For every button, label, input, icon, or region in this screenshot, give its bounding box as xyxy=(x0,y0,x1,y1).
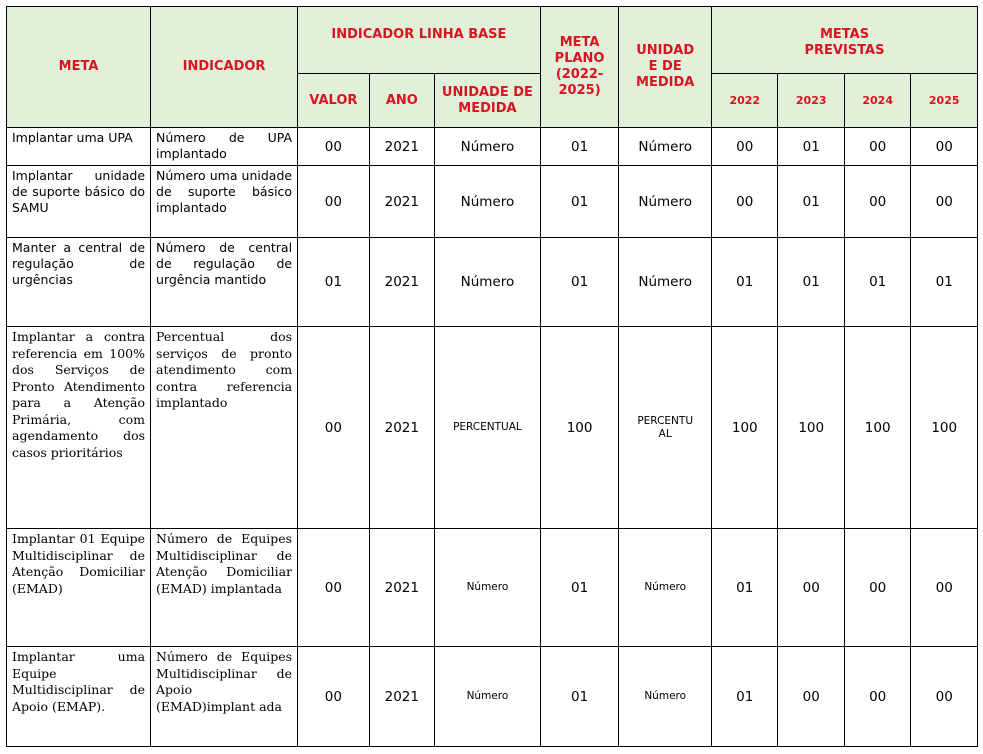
cell-meta-plano: 01 xyxy=(540,647,619,747)
header-year-2023: 2023 xyxy=(778,74,844,128)
cell-unidade: PERCENTUAL xyxy=(435,327,541,529)
cell-ano: 2021 xyxy=(369,238,434,327)
cell-unidade: Número xyxy=(435,529,541,647)
metas-table xyxy=(6,6,978,747)
cell-unidade-medida: Número xyxy=(619,128,712,166)
table-row xyxy=(7,238,978,327)
cell-indicador: Número uma unidade de suporte básico implantado xyxy=(151,166,298,238)
cell-ano: 2021 xyxy=(369,647,434,747)
cell-meta-2024: 01 xyxy=(844,238,910,327)
cell-unidade: Número xyxy=(435,128,541,166)
cell-meta-plano: 100 xyxy=(540,327,619,529)
cell-meta-2023: 00 xyxy=(778,529,844,647)
cell-unidade: Número xyxy=(435,238,541,327)
header-year-2022: 2022 xyxy=(712,74,778,128)
cell-ano: 2021 xyxy=(369,529,434,647)
cell-meta-2025: 01 xyxy=(911,238,978,327)
cell-meta-plano: 01 xyxy=(540,166,619,238)
cell-meta-2025: 00 xyxy=(911,128,978,166)
header-meta: META xyxy=(7,7,151,128)
header-year-2025: 2025 xyxy=(911,74,978,128)
header-valor: VALOR xyxy=(298,74,370,128)
cell-ano: 2021 xyxy=(369,327,434,529)
header-metas-previstas: METAS PREVISTAS xyxy=(712,7,978,74)
header-unidade-de-medida: UNIDADE DE MEDIDA xyxy=(435,74,541,128)
cell-meta: Manter a central de regulação de urgências xyxy=(7,238,151,327)
cell-meta-2023: 00 xyxy=(778,647,844,747)
cell-meta: Implantar uma Equipe Multidisciplinar de Apoio (EMAP). xyxy=(7,647,151,747)
cell-meta-2022: 01 xyxy=(712,529,778,647)
table-row xyxy=(7,166,978,238)
cell-meta-2024: 00 xyxy=(844,128,910,166)
cell-indicador: Percentual dos serviços de pronto atendimento com contra referencia implantado xyxy=(151,327,298,529)
table-row xyxy=(7,327,978,529)
cell-valor: 00 xyxy=(298,327,370,529)
cell-ano: 2021 xyxy=(369,128,434,166)
header-row-1 xyxy=(7,7,978,74)
header-ano: ANO xyxy=(369,74,434,128)
cell-indicador: Número de central de regulação de urgência mantido xyxy=(151,238,298,327)
cell-valor: 00 xyxy=(298,647,370,747)
cell-valor: 00 xyxy=(298,166,370,238)
cell-meta-2023: 01 xyxy=(778,166,844,238)
cell-indicador: Número de Equipes Multidisciplinar de Apoio (EMAD)implant ada xyxy=(151,647,298,747)
cell-meta-2023: 01 xyxy=(778,128,844,166)
cell-meta-2025: 00 xyxy=(911,166,978,238)
cell-ano: 2021 xyxy=(369,166,434,238)
cell-meta-2024: 00 xyxy=(844,647,910,747)
cell-meta-2023: 100 xyxy=(778,327,844,529)
cell-meta-2025: 00 xyxy=(911,647,978,747)
cell-valor: 01 xyxy=(298,238,370,327)
cell-meta-2025: 00 xyxy=(911,529,978,647)
table-row xyxy=(7,128,978,166)
cell-indicador: Número de UPA implantado xyxy=(151,128,298,166)
cell-unidade-medida: Número xyxy=(619,529,712,647)
cell-meta: Implantar 01 Equipe Multidisciplinar de Atenção Domiciliar (EMAD) xyxy=(7,529,151,647)
cell-valor: 00 xyxy=(298,529,370,647)
cell-meta-2022: 01 xyxy=(712,238,778,327)
cell-unidade-medida: PERCENTU AL xyxy=(619,327,712,529)
header-unidade-medida: UNIDAD E DE MEDIDA xyxy=(619,7,712,128)
header-indicador: INDICADOR xyxy=(151,7,298,128)
cell-unidade-medida: Número xyxy=(619,238,712,327)
cell-meta-plano: 01 xyxy=(540,529,619,647)
cell-meta-plano: 01 xyxy=(540,238,619,327)
cell-meta-2022: 00 xyxy=(712,128,778,166)
cell-unidade-medida: Número xyxy=(619,647,712,747)
cell-meta-2022: 01 xyxy=(712,647,778,747)
cell-meta-2025: 100 xyxy=(911,327,978,529)
header-year-2024: 2024 xyxy=(844,74,910,128)
cell-valor: 00 xyxy=(298,128,370,166)
cell-meta-2024: 100 xyxy=(844,327,910,529)
cell-indicador: Número de Equipes Multidisciplinar de Atenção Domiciliar (EMAD) implantada xyxy=(151,529,298,647)
table-row xyxy=(7,647,978,747)
cell-unidade: Número xyxy=(435,647,541,747)
header-meta-plano: META PLANO (2022-2025) xyxy=(540,7,619,128)
cell-meta-2024: 00 xyxy=(844,166,910,238)
cell-meta-2022: 100 xyxy=(712,327,778,529)
cell-unidade: Número xyxy=(435,166,541,238)
cell-meta-plano: 01 xyxy=(540,128,619,166)
document-page xyxy=(6,6,978,747)
table-row xyxy=(7,529,978,647)
cell-meta: Implantar a contra referencia em 100% dos Serviços de Pronto Atendimento para a Atenção Primária, com agendamento dos casos prioritários xyxy=(7,327,151,529)
cell-meta-2022: 00 xyxy=(712,166,778,238)
cell-meta: Implantar unidade de suporte básico do SAMU xyxy=(7,166,151,238)
cell-meta-2024: 00 xyxy=(844,529,910,647)
cell-meta: Implantar uma UPA xyxy=(7,128,151,166)
header-indicador-linha-base: INDICADOR LINHA BASE xyxy=(298,7,541,74)
cell-meta-2023: 01 xyxy=(778,238,844,327)
cell-unidade-medida: Número xyxy=(619,166,712,238)
